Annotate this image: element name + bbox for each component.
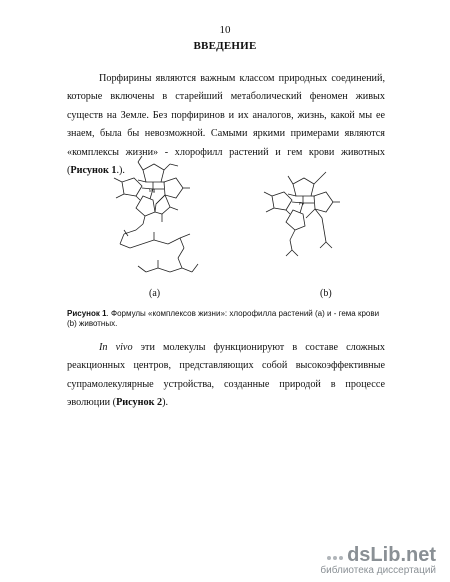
figure-ref-2: Рисунок 2	[116, 397, 163, 409]
figure-porphyrins	[98, 152, 358, 307]
watermark-brand-net: .net	[400, 544, 436, 566]
caption-ref: Рисунок 1	[67, 309, 107, 318]
figure-label-a: (a)	[149, 288, 161, 299]
atom-mg: Mg	[149, 188, 156, 193]
caption-text: . Формулы «комплексов жизни»: хлорофилла растений (а) и - гема крови (b) животных.	[67, 309, 380, 328]
intro-text-b: .).	[116, 165, 125, 177]
structural-formulas	[98, 152, 358, 287]
body-text-a: эти молекулы функционируют в составе сложных реакционных центров, представляющих собой высокоэффективные супрамолекулярные устройства, созданные природой в процессе эволюции (	[67, 342, 385, 409]
in-vivo-term: In vivo	[99, 342, 133, 353]
figure-label-b: (b)	[320, 288, 332, 299]
watermark	[320, 544, 436, 576]
figure-caption	[67, 309, 385, 329]
watermark-brand: dsLib	[347, 544, 401, 566]
body-paragraph	[67, 339, 385, 413]
intro-text-a: Порфирины являются важным классом природных соединений, которые включены в старейший метаболический феномен живых существ на Земле. Без порфиринов и их аналогов, жизнь, какой мы ее знаем, была бы невозможной. Самыми яркими примерами являются «комплексы жизни» - хлорофилл растений и гем крови животных (	[67, 73, 385, 177]
heme-structure	[264, 172, 340, 256]
figure-ref-1: Рисунок 1	[70, 165, 117, 177]
atom-fe: Fe	[299, 201, 305, 206]
chlorophyll-structure	[114, 156, 198, 272]
body-text-b: ).	[162, 397, 169, 409]
watermark-logo	[320, 544, 436, 567]
dots-icon	[326, 547, 344, 565]
section-heading: ВВЕДЕНИЕ	[193, 40, 257, 52]
watermark-subtitle: библиотека диссертаций	[320, 565, 436, 576]
page-number: 10	[219, 24, 231, 36]
